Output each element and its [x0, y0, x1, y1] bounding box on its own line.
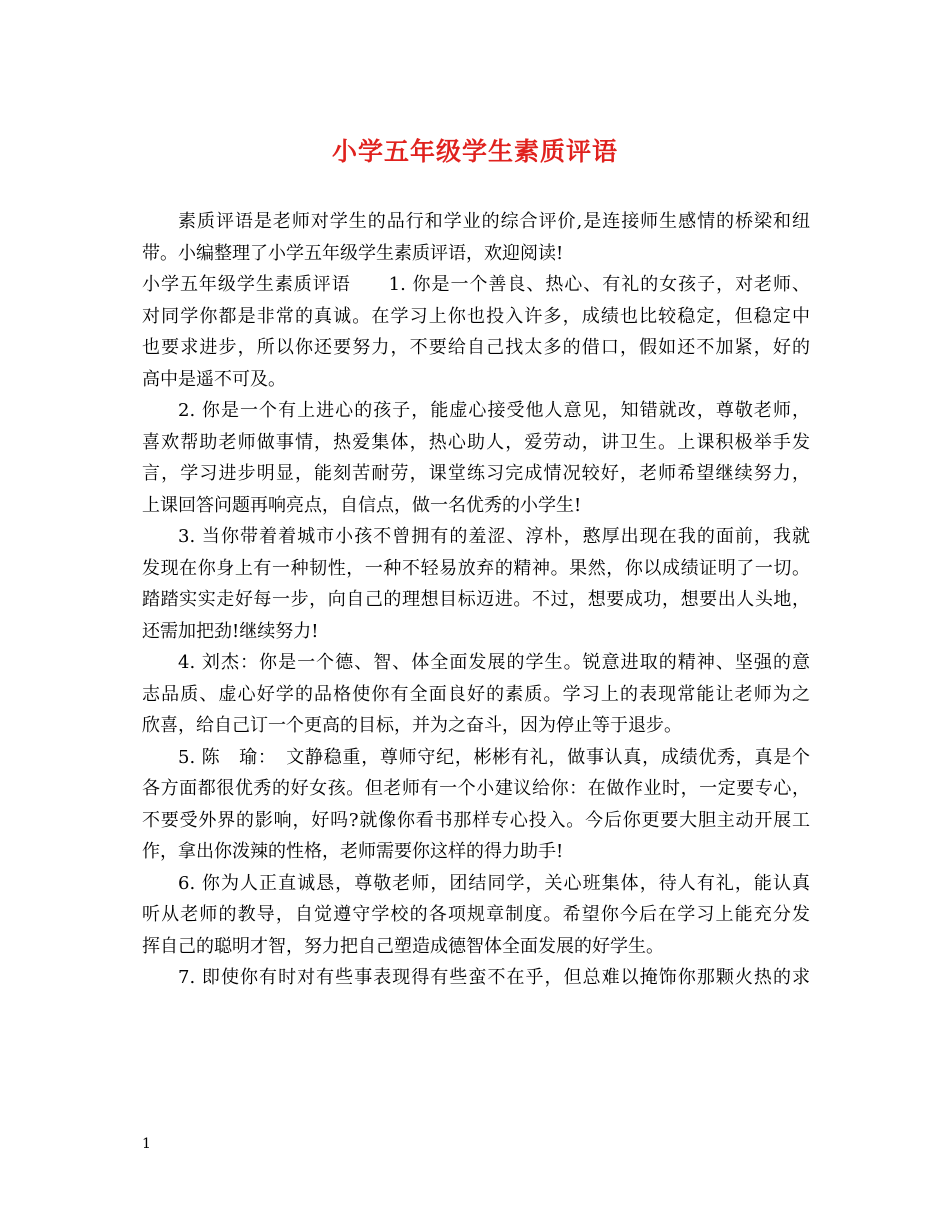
text-line: 言，学习进步明显，能刻苦耐劳，课堂练习完成情况较好，老师希望继续努力，	[142, 463, 810, 484]
text-line: 喜欢帮助老师做事情，热爱集体，热心助人，爱劳动，讲卫生。上课积极举手发	[142, 431, 810, 453]
text-line: 还需加把劲!继续努力!	[142, 620, 319, 642]
text-line: 踏踏实实走好每一步，向自己的理想目标迈进。不过，想要成功，想要出人头地，	[142, 589, 810, 610]
text-line: 不要受外界的影响，好吗?就像你看书那样专心投入。今后你更要大胆主动开展工	[142, 809, 810, 831]
text-line: 带。小编整理了小学五年级学生素质评语，欢迎阅读!	[142, 242, 564, 264]
text-line: 发现在你身上有一种韧性，一种不轻易放弃的精神。果然，你以成绩证明了一切。	[142, 557, 810, 579]
text-line: 志品质、虚心好学的品格使你有全面良好的素质。学习上的表现常能让老师为之	[142, 683, 810, 705]
text-line: 6. 你为人正直诚恳，尊敬老师，团结同学，关心班集体，待人有礼，能认真	[178, 872, 810, 894]
text-line: 4. 刘杰：你是一个德、智、体全面发展的学生。锐意进取的精神、坚强的意	[178, 652, 810, 673]
text-line: 挥自己的聪明才智，努力把自己塑造成德智体全面发展的好学生。	[142, 935, 664, 957]
text-line: 对同学你都是非常的真诚。在学习上你也投入许多，成绩也比较稳定，但稳定中	[142, 305, 810, 327]
text-line: 欣喜，给自己订一个更高的目标，并为之奋斗，因为停止等于退步。	[142, 715, 682, 736]
text-line: 作，拿出你泼辣的性格，老师需要你这样的得力助手!	[142, 841, 564, 862]
page-number: 1	[142, 1136, 151, 1152]
text-line: 上课回答问题再响亮点，自信点，做一名优秀的小学生!	[142, 494, 582, 516]
text-line: 3. 当你带着着城市小孩不曾拥有的羞涩、淳朴，憨厚出现在我的面前，我就	[178, 526, 810, 547]
text-line: 也要求进步，所以你还要努力，不要给自己找太多的借口，假如还不加紧，好的	[142, 337, 810, 358]
text-line: 听从老师的教导，自觉遵守学校的各项规章制度。希望你今后在学习上能充分发	[142, 904, 810, 925]
text-line: 高中是遥不可及。	[142, 368, 286, 390]
page-title: 小学五年级学生素质评语	[331, 137, 618, 166]
text-line: 2. 你是一个有上进心的孩子，能虚心接受他人意见，知错就改，尊敬老师，	[178, 400, 810, 421]
document-body	[142, 206, 810, 994]
text-line: 5. 陈 瑜： 文静稳重，尊师守纪，彬彬有礼，做事认真，成绩优秀，真是个	[178, 746, 810, 768]
text-line: 7. 即使你有时对有些事表现得有些蛮不在乎，但总难以掩饰你那颗火热的求	[178, 967, 810, 988]
text-line: 小学五年级学生素质评语 1. 你是一个善良、热心、有礼的女孩子，对老师、	[142, 274, 810, 295]
text-line: 素质评语是老师对学生的品行和学业的综合评价,是连接师生感情的桥梁和纽	[178, 211, 810, 232]
text-line: 各方面都很优秀的好女孩。但老师有一个小建议给你：在做作业时，一定要专心，	[142, 778, 810, 799]
